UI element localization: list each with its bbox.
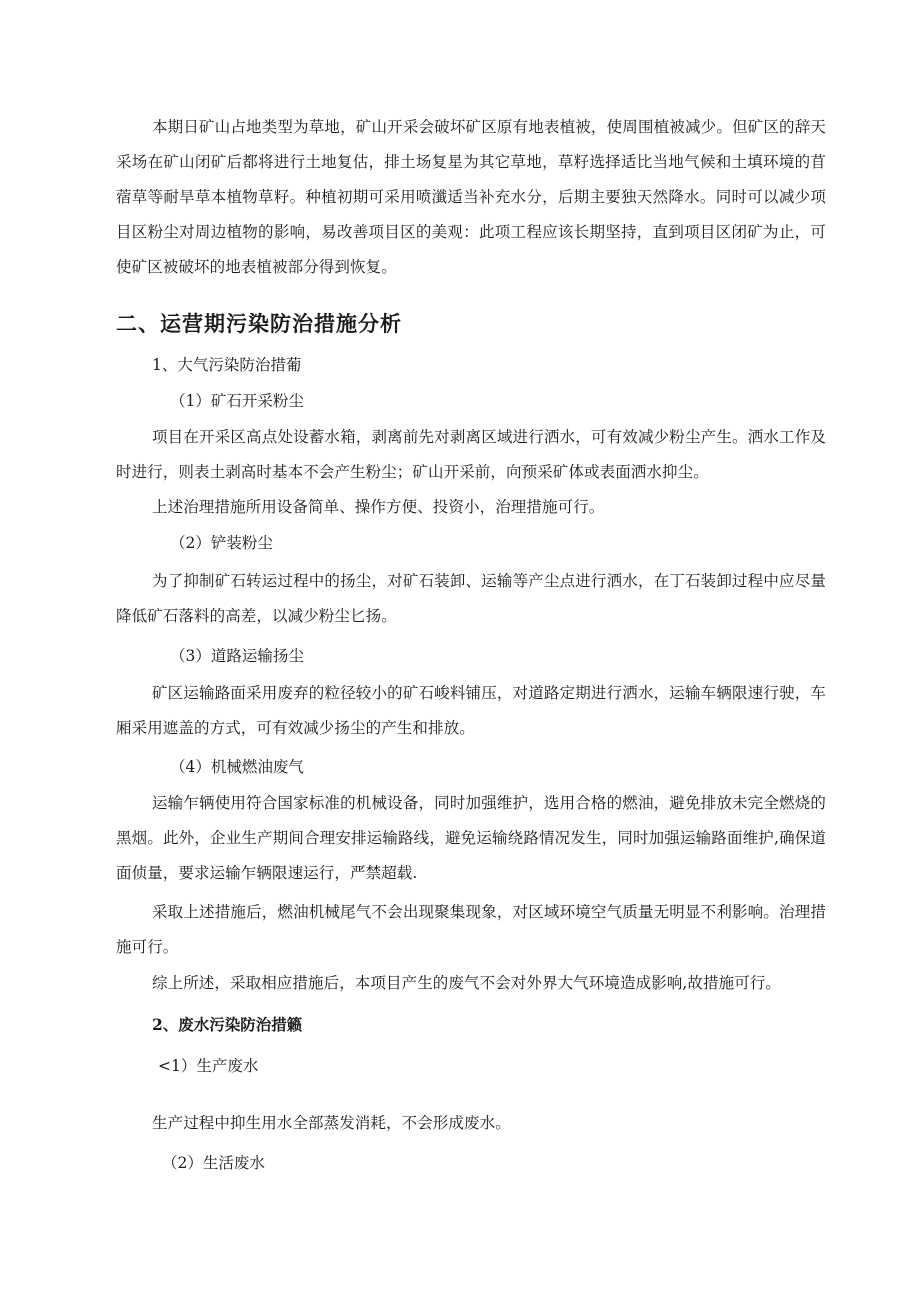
paragraph-air-summary: 综上所述，采取相应措施后，本项目产生的废气不会对外界大气环境造成影响,故措施可行。: [152, 974, 782, 992]
intro-paragraph: 本期日矿山占地类型为草地，矿山开采会破坏矿区原有地表植被，使周围植被减少。但矿区的辞天采场在矿山闭矿后都将进行土地复估，排土场复星为其它草地，草籽选择适比当地气候和土填环境的苜蓿草等耐旱草本植物草籽。种植初期可采用喷瀸适当补充水分，后期主要独天然降水。同时可以减少项目区粉尘对周边植物的影响，易改善项目区的美观：此项工程应该长期坚持，直到项目区闭矿为止，可使矿区被破坏的地表植被部分得到恢复。: [116, 118, 826, 276]
paragraph-production-wastewater: 生产过程中抑生用水全部蒸发消耗，不会形成废水。: [152, 1114, 511, 1132]
subsection-heading-air: 1、大气污染防治措葡: [152, 356, 302, 374]
item-heading-fuel-exhaust: （4）机械燃油废气: [170, 758, 304, 776]
item-heading-mining-dust: （1）矿石开采粉尘: [170, 392, 304, 410]
paragraph-fuel-exhaust-result: 采取上述措施后，燃油机械尾气不会出现聚集现象，对区域环境空气质量无明显不利影响。治理措施可行。: [116, 903, 826, 956]
paragraph-mining-dust: 项目在开采区高点处设蓄水箱，剥离前先对剥离区域进行洒水，可有效减少粉尘产生。洒水工作及时进行，则表土剥高时基本不会产生粉尘；矿山开采前，向预采矿体或表面洒水抑尘。: [116, 428, 826, 481]
item-heading-production-wastewater: <1）生产废水: [158, 1057, 259, 1075]
item-heading-road-dust: （3）道路运输扬尘: [170, 647, 304, 665]
item-heading-domestic-wastewater: （2）生活废水: [162, 1154, 265, 1172]
paragraph-road-dust: 矿区运输路面采用废弃的粒径较小的矿石峻料铺压，对道路定期进行洒水，运输车辆限速行驶，车厢采用遮盖的方式，可有效减少扬尘的产生和排放。: [116, 684, 826, 737]
subsection-heading-wastewater: 2、废水污染防治措籁: [152, 1015, 303, 1034]
paragraph-mining-dust-feasibility: 上述治理措施所用设备简单、操作方便、投资小，治理措施可行。: [152, 498, 605, 516]
paragraph-loading-dust: 为了抑制矿石转运过程中的扬尘，对矿石装卸、运输等产尘点进行洒水，在丁石装卸过程中应尽量降低矿石落料的高差，以减少粉尘匕扬。: [116, 572, 826, 625]
item-heading-loading-dust: （2）铲装粉尘: [170, 534, 273, 552]
section-heading: 二、运营期污染防治措施分析: [116, 312, 402, 336]
paragraph-fuel-exhaust: 运输乍辆使用符合国家标准的机械设备，同时加强维护，选用合格的燃油，避免排放未完全燃烧的黑烟。此外，企业生产期间合理安排运输路线，避免运输绕路情况发生，同时加强运输路面维护,确保道面侦量，要求运输乍辆限速运行，严禁超载.: [116, 794, 826, 882]
